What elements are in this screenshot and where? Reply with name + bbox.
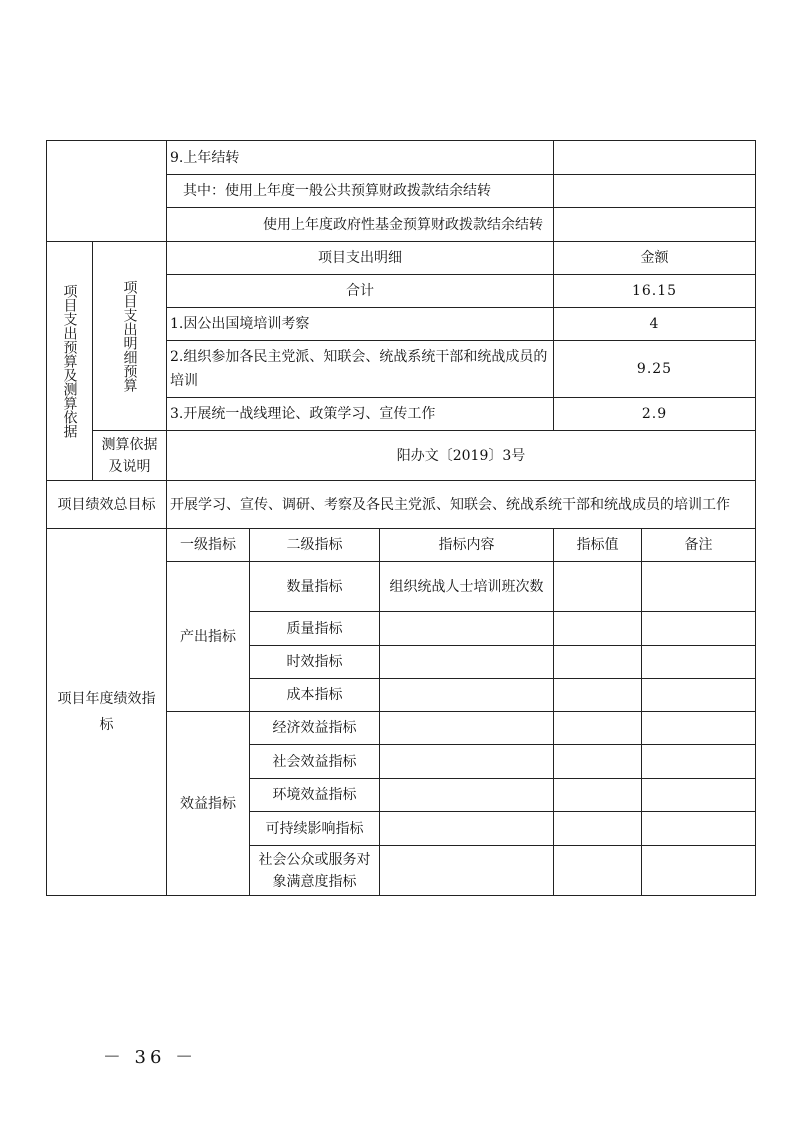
detail-item-value: 2.9	[554, 398, 756, 431]
indicator-name: 社会公众或服务对象满意度指标	[250, 846, 380, 896]
carryover-row-3-amount	[554, 208, 756, 242]
indicator-content	[380, 745, 554, 779]
indicator-name: 成本指标	[250, 679, 380, 712]
indicator-note	[642, 812, 756, 846]
amount-header: 金额	[554, 242, 756, 275]
header-content: 指标内容	[380, 529, 554, 562]
indicator-name: 质量指标	[250, 612, 380, 646]
carryover-row-3: 使用上年度政府性基金预算财政拨款结余结转	[167, 208, 554, 242]
budget-section-label: 项目支出预算及测算依据	[47, 242, 93, 481]
basis-value: 阳办文〔2019〕3号	[167, 431, 756, 481]
detail-item-label: 1.因公出国境培训考察	[167, 308, 554, 341]
header-value: 指标值	[554, 529, 642, 562]
indicator-note	[642, 612, 756, 646]
total-label: 合计	[167, 275, 554, 308]
indicator-value	[554, 562, 642, 612]
goal-label: 项目绩效总目标	[47, 481, 167, 529]
indicator-name: 数量指标	[250, 562, 380, 612]
carryover-row-2: 其中：使用上年度一般公共预算财政拨款结余结转	[167, 175, 554, 208]
indicator-note	[642, 779, 756, 812]
header-level1: 一级指标	[167, 529, 250, 562]
indicators-section-label: 项目年度绩效指标	[47, 529, 167, 896]
indicator-name: 环境效益指标	[250, 779, 380, 812]
output-indicator-label: 产出指标	[167, 562, 250, 712]
detail-item-label: 3.开展统一战线理论、政策学习、宣传工作	[167, 398, 554, 431]
page-number: － 36 －	[102, 1047, 198, 1068]
indicator-content	[380, 712, 554, 745]
indicator-content	[380, 612, 554, 646]
detail-item-value: 9.25	[554, 341, 756, 398]
carryover-row-2-amount	[554, 175, 756, 208]
indicator-note	[642, 562, 756, 612]
indicator-note	[642, 679, 756, 712]
indicator-value	[554, 679, 642, 712]
indicator-value	[554, 712, 642, 745]
detail-budget-label: 项目支出明细预算	[93, 242, 167, 431]
header-level2: 二级指标	[250, 529, 380, 562]
indicator-note	[642, 846, 756, 896]
header-note: 备注	[642, 529, 756, 562]
indicator-name: 社会效益指标	[250, 745, 380, 779]
budget-table	[46, 140, 756, 896]
blank-cell	[47, 141, 167, 242]
indicator-name: 时效指标	[250, 646, 380, 679]
indicator-value	[554, 846, 642, 896]
benefit-indicator-label: 效益指标	[167, 712, 250, 896]
indicator-name: 经济效益指标	[250, 712, 380, 745]
indicator-value	[554, 812, 642, 846]
basis-label: 测算依据及说明	[93, 431, 167, 481]
indicator-content	[380, 812, 554, 846]
indicator-content	[380, 679, 554, 712]
indicator-value	[554, 745, 642, 779]
indicator-value	[554, 612, 642, 646]
indicator-value	[554, 646, 642, 679]
carryover-row-1: 9.上年结转	[167, 141, 554, 175]
carryover-row-1-amount	[554, 141, 756, 175]
indicator-note	[642, 712, 756, 745]
total-value: 16.15	[554, 275, 756, 308]
indicator-content	[380, 779, 554, 812]
indicator-name: 可持续影响指标	[250, 812, 380, 846]
indicator-note	[642, 646, 756, 679]
indicator-content: 组织统战人士培训班次数	[380, 562, 554, 612]
detail-item-value: 4	[554, 308, 756, 341]
indicator-value	[554, 779, 642, 812]
detail-header: 项目支出明细	[167, 242, 554, 275]
indicator-content	[380, 646, 554, 679]
indicator-note	[642, 745, 756, 779]
goal-value: 开展学习、宣传、调研、考察及各民主党派、知联会、统战系统干部和统战成员的培训工作	[167, 481, 756, 529]
detail-item-label: 2.组织参加各民主党派、知联会、统战系统干部和统战成员的培训	[167, 341, 554, 398]
indicator-content	[380, 846, 554, 896]
